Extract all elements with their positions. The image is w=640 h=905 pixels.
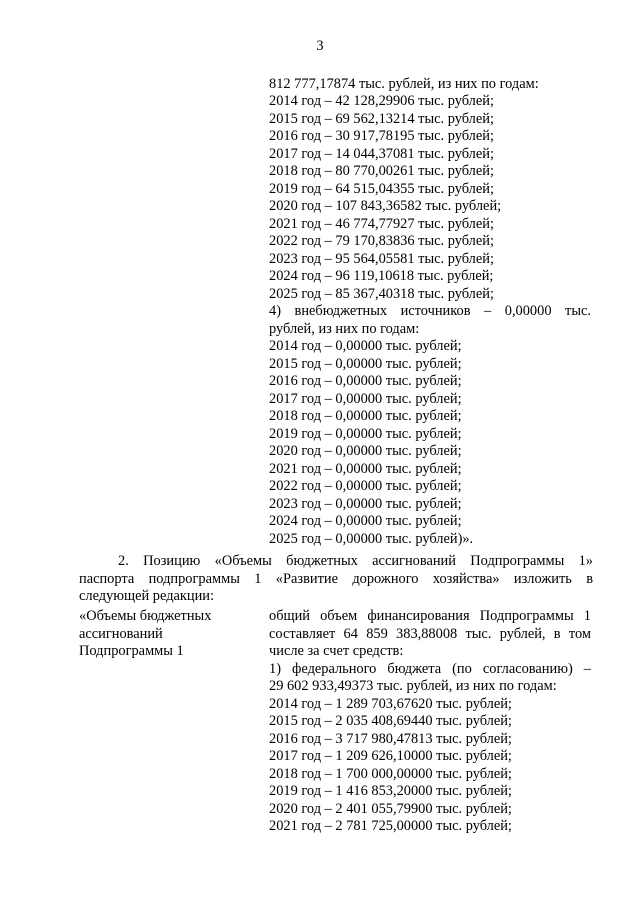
- year-line: 2014 год – 42 128,29906 тыс. рублей;: [269, 93, 494, 109]
- table-left-label: ассигнований: [79, 626, 163, 642]
- table-right-text: составляет 64 859 383,88008 тыс. рублей, в том: [269, 626, 591, 642]
- year-line: 2018 год – 80 770,00261 тыс. рублей;: [269, 163, 494, 179]
- year-line: 2019 год – 64 515,04355 тыс. рублей;: [269, 181, 494, 197]
- zero-year-line: 2019 год – 0,00000 тыс. рублей;: [269, 426, 462, 442]
- year-line: 2016 год – 30 917,78195 тыс. рублей;: [269, 128, 494, 144]
- year-line: 2015 год – 69 562,13214 тыс. рублей;: [269, 111, 494, 127]
- table-right-text: общий объем финансирования Подпрограммы 1: [269, 608, 591, 624]
- year-line: 2023 год – 95 564,05581 тыс. рублей;: [269, 251, 494, 267]
- table-left-label: «Объемы бюджетных: [79, 608, 212, 624]
- funding-total-line: 812 777,17874 тыс. рублей, из них по годам:: [269, 76, 539, 92]
- paragraph-2-line: паспорта подпрограммы 1 «Развитие дорожного хозяйства» изложить в: [79, 571, 593, 587]
- zero-year-line: 2020 год – 0,00000 тыс. рублей;: [269, 443, 462, 459]
- page-number: 3: [316, 38, 324, 54]
- zero-year-line: 2015 год – 0,00000 тыс. рублей;: [269, 356, 462, 372]
- federal-year-line: 2020 год – 2 401 055,79900 тыс. рублей;: [269, 801, 512, 817]
- year-line: 2022 год – 79 170,83836 тыс. рублей;: [269, 233, 494, 249]
- year-line: 2017 год – 14 044,37081 тыс. рублей;: [269, 146, 494, 162]
- extrabudget-line: 4) внебюджетных источников – 0,00000 тыс.: [269, 303, 591, 319]
- zero-year-line: 2014 год – 0,00000 тыс. рублей;: [269, 338, 462, 354]
- zero-year-line: 2018 год – 0,00000 тыс. рублей;: [269, 408, 462, 424]
- federal-year-line: 2019 год – 1 416 853,20000 тыс. рублей;: [269, 783, 512, 799]
- zero-year-line: 2016 год – 0,00000 тыс. рублей;: [269, 373, 462, 389]
- federal-year-line: 2018 год – 1 700 000,00000 тыс. рублей;: [269, 766, 512, 782]
- table-left-label: Подпрограммы 1: [79, 643, 184, 659]
- zero-year-line: 2022 год – 0,00000 тыс. рублей;: [269, 478, 462, 494]
- table-right-text: числе за счет средств:: [269, 643, 404, 659]
- zero-year-line: 2021 год – 0,00000 тыс. рублей;: [269, 461, 462, 477]
- table-right-text: 29 602 933,49373 тыс. рублей, из них по годам:: [269, 678, 557, 694]
- paragraph-2-line: 2. Позицию «Объемы бюджетных ассигнований Подпрограммы 1»: [118, 553, 593, 569]
- extrabudget-line: рублей, из них по годам:: [269, 321, 420, 337]
- year-line: 2024 год – 96 119,10618 тыс. рублей;: [269, 268, 494, 284]
- federal-year-line: 2015 год – 2 035 408,69440 тыс. рублей;: [269, 713, 512, 729]
- federal-year-line: 2016 год – 3 717 980,47813 тыс. рублей;: [269, 731, 512, 747]
- year-line: 2025 год – 85 367,40318 тыс. рублей;: [269, 286, 494, 302]
- zero-year-line: 2025 год – 0,00000 тыс. рублей)».: [269, 531, 474, 547]
- table-right-text: 1) федерального бюджета (по согласованию) –: [269, 661, 591, 677]
- federal-year-line: 2014 год – 1 289 703,67620 тыс. рублей;: [269, 696, 512, 712]
- year-line: 2020 год – 107 843,36582 тыс. рублей;: [269, 198, 502, 214]
- paragraph-2-line: следующей редакции:: [79, 588, 214, 604]
- zero-year-line: 2017 год – 0,00000 тыс. рублей;: [269, 391, 462, 407]
- federal-year-line: 2021 год – 2 781 725,00000 тыс. рублей;: [269, 818, 512, 834]
- year-line: 2021 год – 46 774,77927 тыс. рублей;: [269, 216, 494, 232]
- zero-year-line: 2024 год – 0,00000 тыс. рублей;: [269, 513, 462, 529]
- zero-year-line: 2023 год – 0,00000 тыс. рублей;: [269, 496, 462, 512]
- federal-year-line: 2017 год – 1 209 626,10000 тыс. рублей;: [269, 748, 512, 764]
